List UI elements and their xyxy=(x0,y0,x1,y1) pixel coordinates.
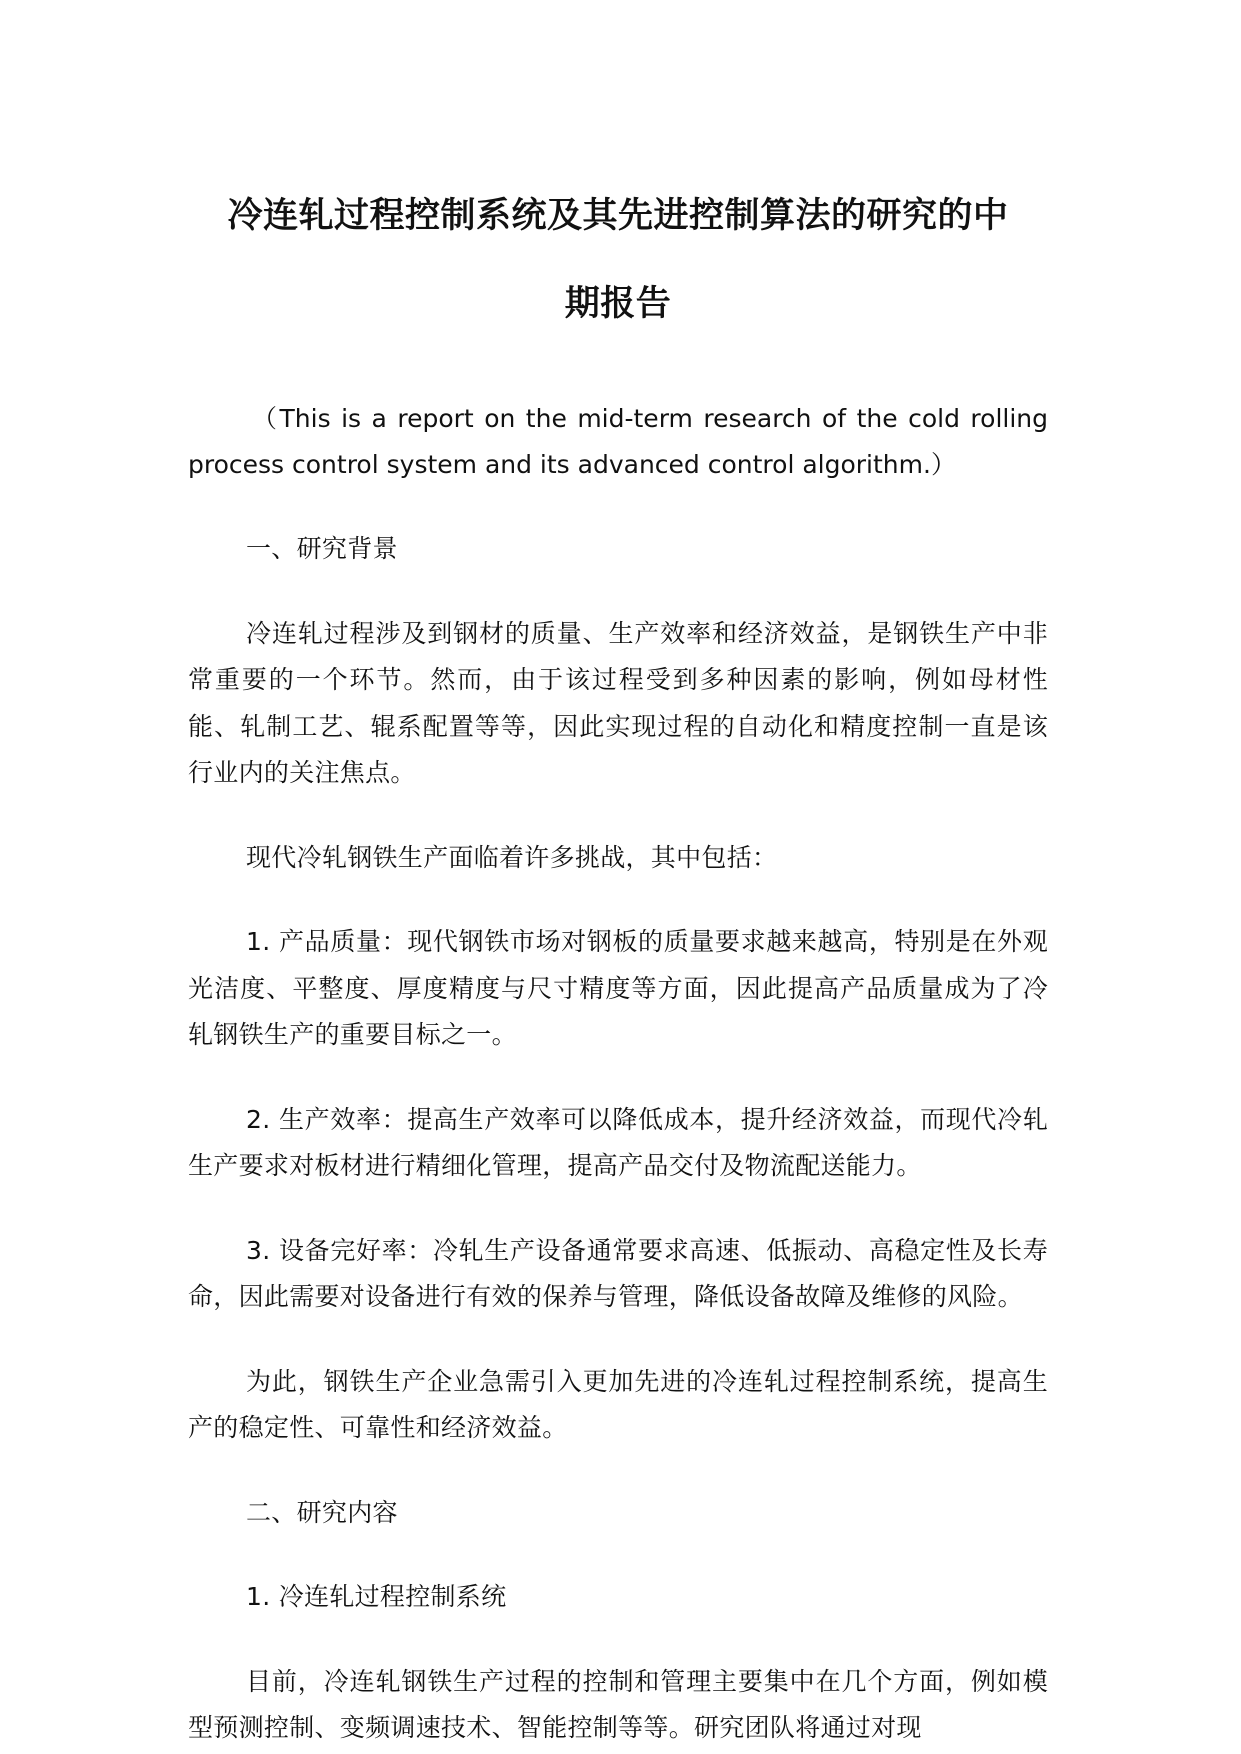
section-heading-content: 二、研究内容 xyxy=(246,1497,398,1527)
title-line-1: 冷连轧过程控制系统及其先进控制算法的研究的中 xyxy=(227,196,1009,236)
list-item-production-efficiency: 2. 生产效率：提高生产效率可以降低成本，提升经济效益，而现代冷轧生产要求对板材进行精细化管理，提高产品交付及物流配送能力。 xyxy=(188,1104,1048,1180)
paragraph-challenges-intro: 现代冷轧钢铁生产面临着许多挑战，其中包括： xyxy=(246,842,778,872)
subsection-heading-control-system: 1. 冷连轧过程控制系统 xyxy=(246,1582,507,1611)
document-body xyxy=(188,172,1048,1752)
paragraph-control-system: 目前，冷连轧钢铁生产过程的控制和管理主要集中在几个方面，例如模型预测控制、变频调速技术、智能控制等等。研究团队将通过对现 xyxy=(188,1666,1048,1742)
english-abstract: （This is a report on the mid-term research of the cold rolling process control system and its advanced control algorithm.） xyxy=(188,404,1048,479)
paragraph-background: 冷连轧过程涉及到钢材的质量、生产效率和经济效益，是钢铁生产中非常重要的一个环节。然而，由于该过程受到多种因素的影响，例如母材性能、轧制工艺、辊系配置等等，因此实现过程的自动化和精度控制一直是该行业内的关注焦点。 xyxy=(188,618,1048,787)
list-item-product-quality: 1. 产品质量：现代钢铁市场对钢板的质量要求越来越高，特别是在外观光洁度、平整度、厚度精度与尺寸精度等方面，因此提高产品质量成为了冷轧钢铁生产的重要目标之一。 xyxy=(188,927,1048,1049)
title-line-2: 期报告 xyxy=(564,284,672,324)
document-title xyxy=(188,172,1048,348)
list-item-equipment-availability: 3. 设备完好率：冷轧生产设备通常要求高速、低振动、高稳定性及长寿命，因此需要对设备进行有效的保养与管理，降低设备故障及维修的风险。 xyxy=(188,1235,1048,1311)
section-heading-background: 一、研究背景 xyxy=(246,534,398,563)
paragraph-conclusion: 为此，钢铁生产企业急需引入更加先进的冷连轧过程控制系统，提高生产的稳定性、可靠性和经济效益。 xyxy=(188,1366,1048,1442)
